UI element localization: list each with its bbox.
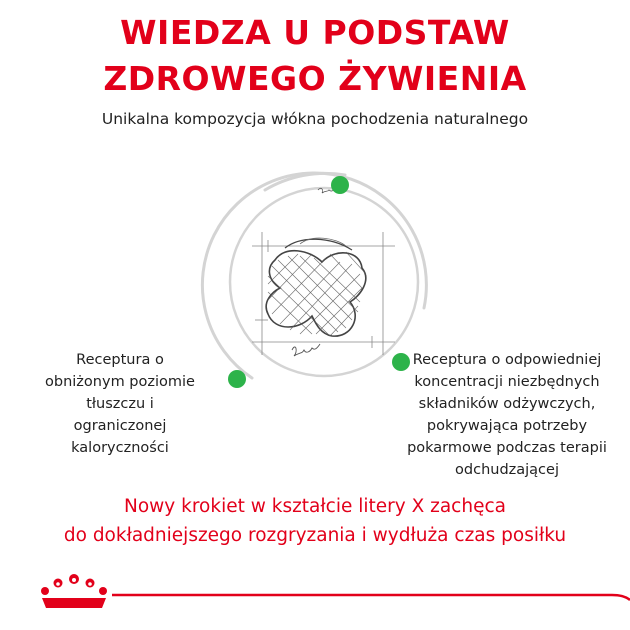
title-line-2: ZDROWEGO ŻYWIENIA xyxy=(103,59,527,98)
green-dot-left xyxy=(228,370,246,388)
signature-scribble xyxy=(292,344,320,356)
kibble-description-line-1: Nowy krokiet w kształcie litery X zachęca xyxy=(124,496,506,517)
royal-canin-crown-icon xyxy=(36,572,112,612)
kibble-description xyxy=(10,492,620,550)
footer-divider xyxy=(112,590,630,602)
feature-nutrients: Receptura o odpowiedniej koncentracji niezbędnych składników odżywczych, pokrywająca potrzeby pokarmowe podczas terapii odchudzającej xyxy=(407,352,607,478)
feature-low-fat: Receptura o obniżonym poziomie tłuszczu i ograniczonej kaloryczności xyxy=(45,352,195,456)
title-line-1: WIEDZA U PODSTAW xyxy=(120,13,510,52)
kibble-shape xyxy=(266,238,366,336)
kibble-description-line-2: do dokładniejszego rozgryzania i wydłuża czas posiłku xyxy=(63,525,567,546)
green-dot-top xyxy=(331,176,349,194)
subtitle-fiber: Unikalna kompozycja włókna pochodzenia naturalnego xyxy=(101,110,529,128)
